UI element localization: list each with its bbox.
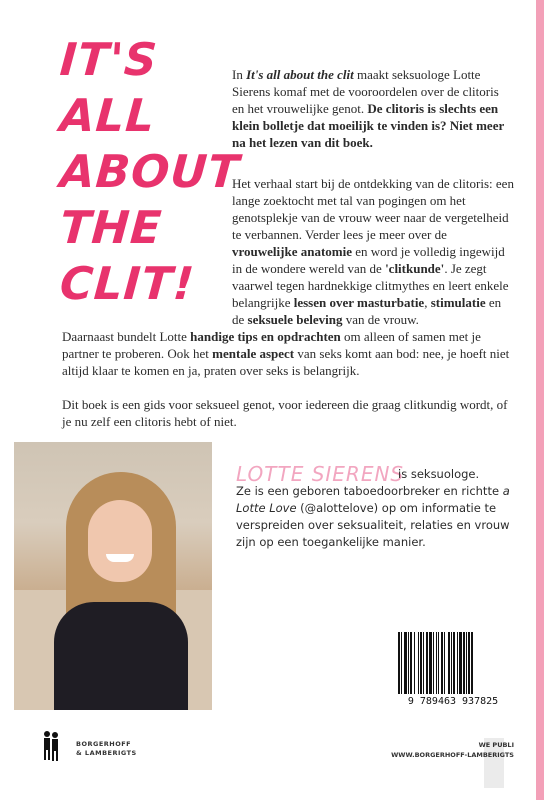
- title-line: IT'S: [58, 33, 160, 86]
- publisher-slogan: WE PUBLI: [478, 741, 514, 749]
- text: Ze is een geboren taboedoorbreker en richtte: [236, 484, 503, 498]
- bold-text: stimulatie: [430, 295, 486, 310]
- text: van seks komt aan bod: nee, je hoeft niet altijd klaar te komen en ja, praten over seks is belangrijk.: [62, 346, 510, 378]
- author-bio: [236, 466, 516, 551]
- bold-text: De clitoris is slechts een klein bolletje dat moeilijk te vinden is? Niet meer na het lezen van dit boek.: [232, 101, 505, 150]
- text: is seksuologe.: [398, 467, 480, 481]
- text: om alleen of samen met je partner te proberen. Ook het: [62, 329, 481, 361]
- text: en word je volledig ingewijd in de wondere wereld van de: [232, 244, 505, 276]
- publisher-logo-icon: [40, 730, 62, 762]
- text: (@alottelove) op om informatie te verspreiden over seksualiteit, relaties en vrouw zijn op een toegankelijke manier.: [236, 501, 510, 549]
- publisher-line: & LAMBERIGTS: [76, 749, 137, 757]
- bold-text: vrouwelijke anatomie: [232, 244, 352, 259]
- title-line: THE: [58, 201, 164, 254]
- brand-name: a Lotte Love: [236, 484, 510, 515]
- author-photo: [14, 442, 212, 710]
- summary-paragraph: [62, 396, 514, 430]
- cover-edge: [536, 0, 544, 800]
- isbn-number: 9 789463 937825: [407, 696, 499, 707]
- text: . Je zegt vaarwel tegen hardnekkige clitmythes en leert enkele belangrijke: [232, 261, 509, 310]
- story-paragraph: [232, 175, 514, 328]
- bold-text: seksuele beleving: [247, 312, 343, 327]
- tips-paragraph: [62, 328, 514, 379]
- bold-text: 'clitkunde': [385, 261, 445, 276]
- text: ,: [424, 295, 431, 310]
- intro-paragraph: [232, 66, 514, 151]
- publisher-name: [76, 740, 137, 758]
- text: van de vrouw.: [342, 312, 419, 327]
- bold-text: handige tips en opdrachten: [190, 329, 341, 344]
- title-line: ABOUT: [58, 145, 242, 198]
- publisher-line: BORGERHOFF: [76, 740, 132, 748]
- isbn-barcode: [394, 630, 512, 710]
- text: en de: [232, 295, 502, 327]
- text: In: [232, 67, 247, 82]
- bold-text: lessen over masturbatie: [293, 295, 425, 310]
- publisher-url: WWW.BORGERHOFF-LAMBERIGTS: [391, 751, 514, 759]
- barcode-icon: [394, 630, 512, 696]
- text: Dit boek is een gids voor seksueel genot, voor iedereen die graag clitkundig wordt, of je nu zelf een clitoris hebt of niet.: [62, 397, 508, 429]
- text: Daarnaast bundelt Lotte: [62, 329, 191, 344]
- bold-text: mentale aspect: [212, 346, 295, 361]
- title-line: ALL: [58, 89, 158, 142]
- text: Het verhaal start bij de ontdekking van de clitoris: een lange zoektocht met tal van pogingen om het genotsplekje van de vrouw weer naar de vergetelheid te verbannen. Verder lees je meer over de: [232, 176, 514, 242]
- title-line: CLIT!: [58, 257, 197, 310]
- book-title-inline: It's all about the clit: [246, 67, 354, 82]
- text: maakt seksuologe Lotte Sierens komaf met de vooroordelen over de clitoris en het vrouwelijke genot.: [232, 67, 499, 116]
- edge-shadow: [484, 738, 504, 788]
- author-name: LOTTE SIERENS: [236, 462, 405, 486]
